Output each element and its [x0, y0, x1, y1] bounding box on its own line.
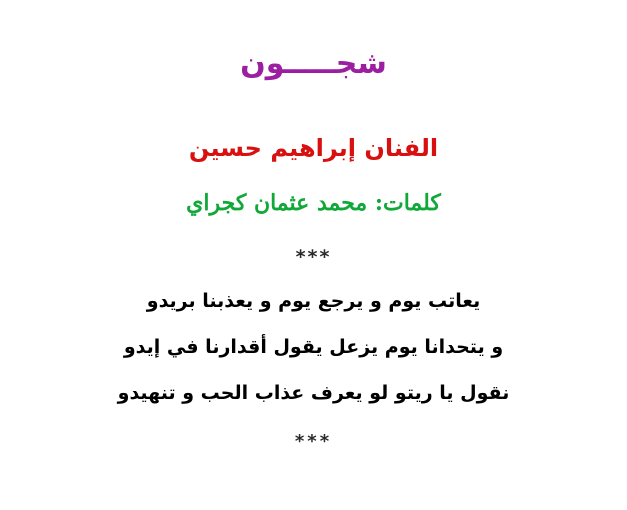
verse-line: نقول يا ريتو لو يعرف عذاب الحب و تنهيدو [117, 381, 510, 404]
verse-line: و يتحدانا يوم يزعل يقول أقدارنا في إيدو [123, 335, 504, 358]
page-title: شجـــــون [240, 46, 387, 81]
lyrics-body [0, 290, 627, 405]
separator-top: *** [295, 246, 332, 268]
verse-line: يعاتب يوم و يرجع يوم و يعذبنا بريدو [146, 290, 481, 312]
separator-bottom: *** [294, 431, 333, 453]
artist-name: الفنان إبراهيم حسين [188, 134, 439, 162]
lyricist-credit: كلمات: محمد عثمان كجراي [186, 190, 441, 216]
